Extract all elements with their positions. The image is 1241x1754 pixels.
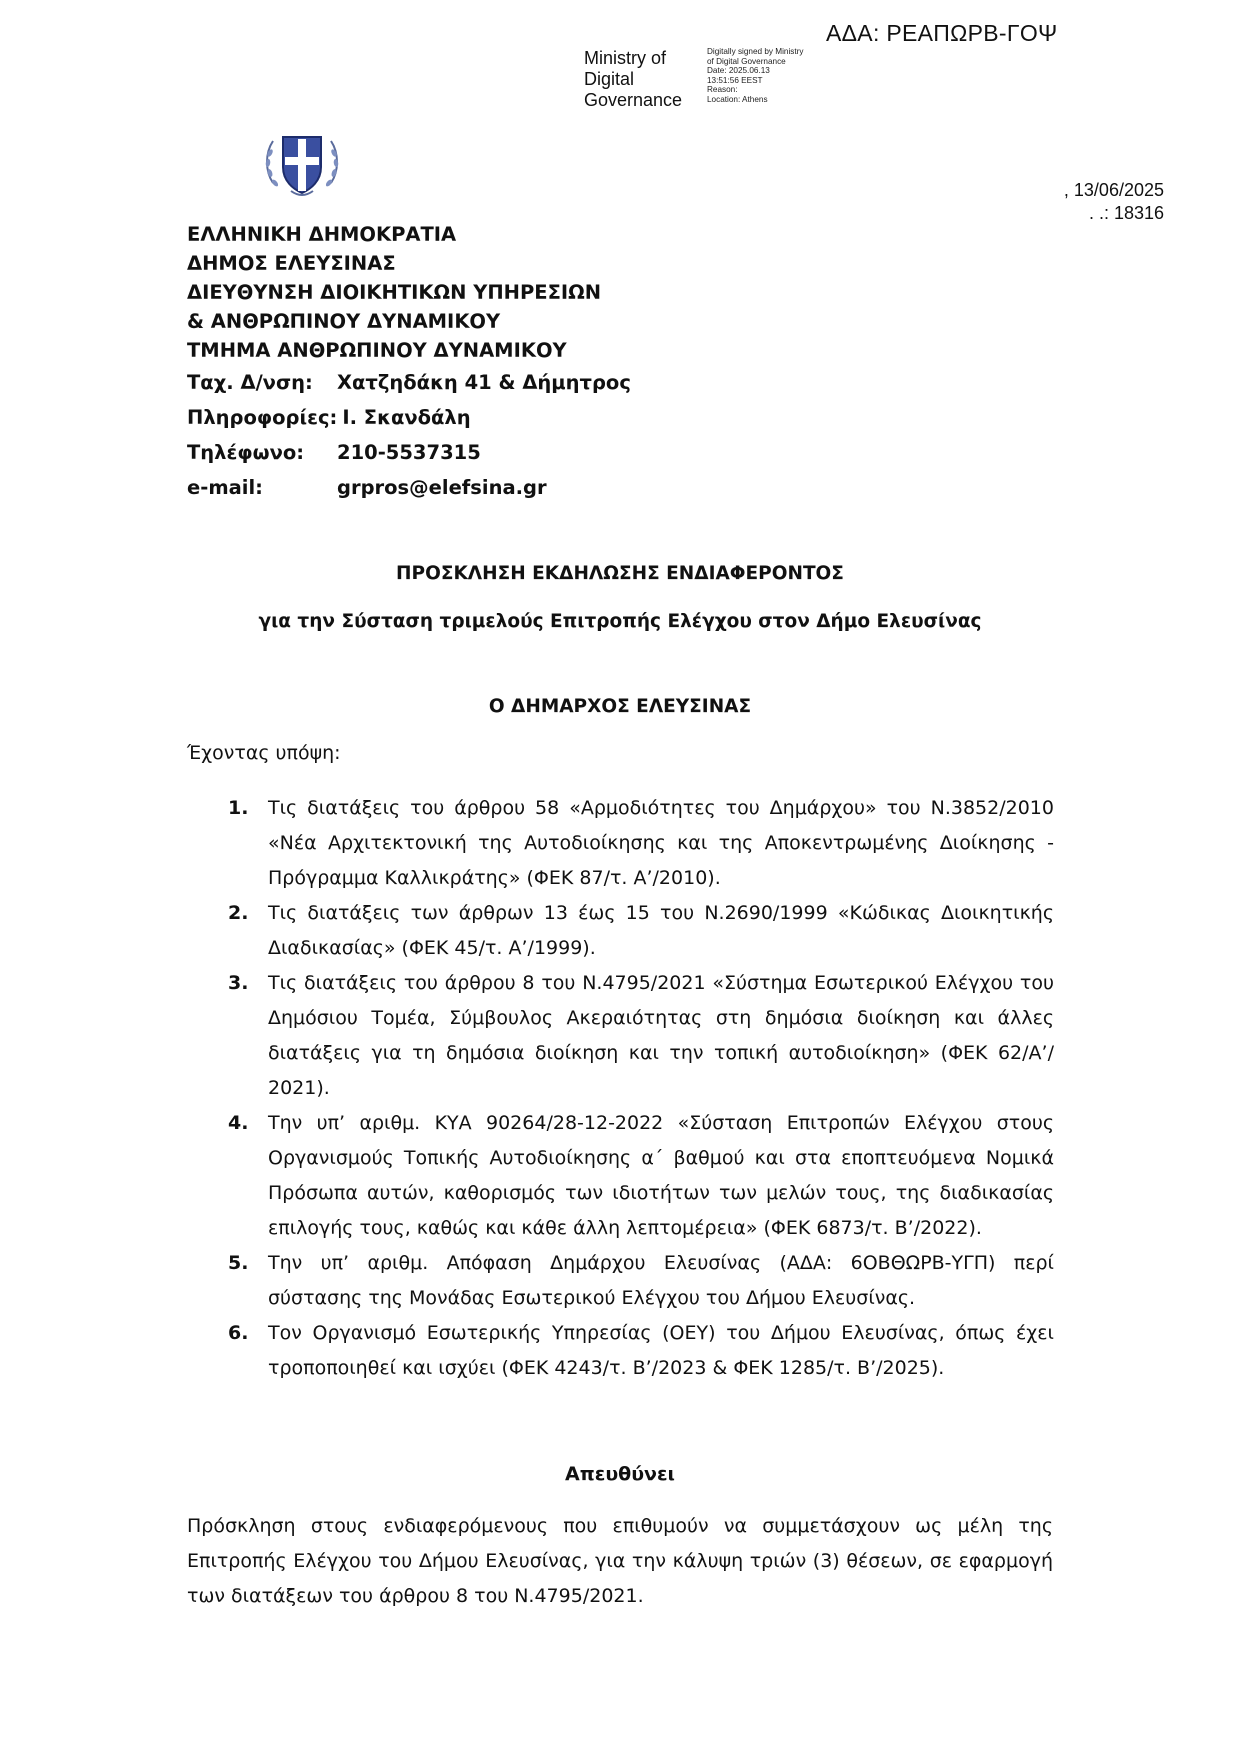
sender-line: & ΑΝΘΡΩΠΙΝΟΥ ΔΥΝΑΜΙΚΟΥ [187, 310, 501, 333]
legal-basis-list [228, 791, 1054, 1386]
list-item [228, 1316, 1054, 1386]
item-number: 5. [228, 1252, 249, 1274]
signature-org-line: Digital [584, 69, 635, 89]
contact-label: Ταχ. Δ/νση: [187, 371, 313, 394]
document-subtitle: για την Σύσταση τριμελούς Επιτροπής Ελέγχου στον Δήμο Ελευσίνας [258, 611, 982, 632]
signature-organization [584, 48, 682, 111]
contact-value: Χατζηδάκη 41 & Δήμητρος [337, 371, 631, 394]
item-number: 1. [228, 797, 249, 819]
sender-line: ΤΜΗΜΑ ΑΝΘΡΩΠΙΝΟΥ ΔΥΝΑΜΙΚΟΥ [187, 339, 567, 362]
contact-value: 210-5537315 [337, 441, 481, 464]
contact-row-info [187, 406, 631, 441]
contact-row-address [187, 371, 631, 406]
list-item [228, 791, 1054, 896]
sender-line: ΔΗΜΟΣ ΕΛΕΥΣΙΝΑΣ [187, 252, 396, 275]
item-text: Την υπ’ αριθμ. ΚΥΑ 90264/28-12-2022 «Σύσταση Επιτροπών Ελέγχου στους Οργανισμούς Τοπικής Αυτοδιοίκησης α΄ βαθμού και στα εποπτευόμενα Νομικά Πρόσωπα αυτών, καθορισμός των ιδιοτήτων των μελών τους, της διαδικασίας επιλογής τους, καθώς και κάθε άλλη λεπτομέρεια» (ΦΕΚ 6873/τ. Β’/2022). [268, 1112, 1054, 1239]
contact-row-phone [187, 441, 631, 476]
contact-value: Ι. Σκανδάλη [342, 406, 471, 429]
contact-label: Τηλέφωνο: [187, 441, 305, 464]
signature-detail-line: Reason: [707, 85, 738, 95]
item-text: Τον Οργανισμό Εσωτερικής Υπηρεσίας (ΟΕΥ) του Δήμου Ελευσίνας, όπως έχει τροποποιηθεί και ισχύει (ΦΕΚ 4243/τ. Β’/2023 & ΦΕΚ 1285/τ. Β’/2025). [268, 1322, 1054, 1379]
mayor-heading: Ο ΔΗΜΑΡΧΟΣ ΕΛΕΥΣΙΝΑΣ [488, 696, 752, 717]
contact-value: grpros@elefsina.gr [337, 476, 547, 499]
address-heading: Απευθύνει [565, 1463, 675, 1485]
item-number: 6. [228, 1322, 249, 1344]
date-and-protocol [1064, 179, 1164, 225]
sender-line: ΔΙΕΥΘΥΝΣΗ ΔΙΟΙΚΗΤΙΚΩΝ ΥΠΗΡΕΣΙΩΝ [187, 281, 602, 304]
item-number: 2. [228, 902, 249, 924]
item-number: 4. [228, 1112, 249, 1134]
signature-detail-line: Date: 2025.06.13 [707, 66, 770, 76]
signature-org-line: Governance [584, 90, 683, 110]
contact-label: e-mail: [187, 476, 263, 499]
ada-code: ΑΔΑ: ΡΕΑΠΩΡΒ-ΓΟΨ [826, 20, 1058, 46]
sender-line: ΕΛΛΗΝΙΚΗ ΔΗΜΟΚΡΑΤΙΑ [187, 223, 457, 246]
item-text: Τις διατάξεις του άρθρου 8 του Ν.4795/2021 «Σύστημα Εσωτερικού Ελέγχου του Δημόσιου Τομέα, Σύμβουλος Ακεραιότητας στη δημόσια διοίκηση και άλλες διατάξεις για τη δημόσια διοίκηση και την τοπική αυτοδιοίκηση» (ΦΕΚ 62/Α’/ 2021). [268, 972, 1054, 1099]
item-text: Τις διατάξεις του άρθρου 58 «Αρμοδιότητες του Δημάρχου» του Ν.3852/2010 «Νέα Αρχιτεκτονική της Αυτοδιοίκησης και της Αποκεντρωμένης Διοίκησης - Πρόγραμμα Καλλικράτης» (ΦΕΚ 87/τ. Α’/2010). [268, 797, 1054, 889]
signature-detail-line: 13:51:56 EEST [707, 75, 763, 85]
contact-row-email [187, 476, 631, 511]
list-item [228, 1246, 1054, 1316]
list-item [228, 966, 1054, 1106]
greek-coat-of-arms-emblem [261, 123, 343, 205]
signature-detail-line: Digitally signed by Ministry [707, 47, 804, 56]
protocol-number: . .: 18316 [1088, 203, 1164, 223]
list-item [228, 896, 1054, 966]
contact-details [187, 371, 631, 511]
sender-header [187, 220, 601, 365]
item-number: 3. [228, 972, 249, 994]
item-text: Τις διατάξεις των άρθρων 13 έως 15 του Ν.2690/1999 «Κώδικας Διοικητικής Διαδικασίας» (ΦΕΚ 45/τ. Α’/1999). [268, 902, 1054, 959]
list-item [228, 1106, 1054, 1246]
document-title: ΠΡΟΣΚΛΗΣΗ ΕΚΔΗΛΩΣΗΣ ΕΝΔΙΑΦΕΡΟΝΤΟΣ [396, 563, 844, 584]
having-regard-label: Έχοντας υπόψη: [187, 742, 341, 764]
item-text: Την υπ’ αριθμ. Απόφαση Δημάρχου Ελευσίνας (ΑΔΑ: 6ΟΒΘΩΡΒ-ΥΓΠ) περί σύστασης της Μονάδας Εσωτερικού Ελέγχου του Δήμου Ελευσίνας. [268, 1252, 1054, 1309]
signature-detail-line: Location: Athens [707, 94, 768, 104]
signature-details [707, 47, 803, 105]
signature-org-line: Ministry of [584, 48, 667, 68]
contact-label: Πληροφορίες: [187, 406, 338, 429]
document-date: , 13/06/2025 [1063, 180, 1164, 200]
signature-detail-line: of Digital Governance [707, 56, 786, 66]
invitation-paragraph: Πρόσκληση στους ενδιαφερόμενους που επιθυμούν να συμμετάσχουν ως μέλη της Επιτροπής Ελέγχου του Δήμου Ελευσίνας, για την κάλυψη τριών (3) θέσεων, σε εφαρμογή των διατάξεων του άρθρου 8 του Ν.4795/2021. [187, 1515, 1053, 1607]
